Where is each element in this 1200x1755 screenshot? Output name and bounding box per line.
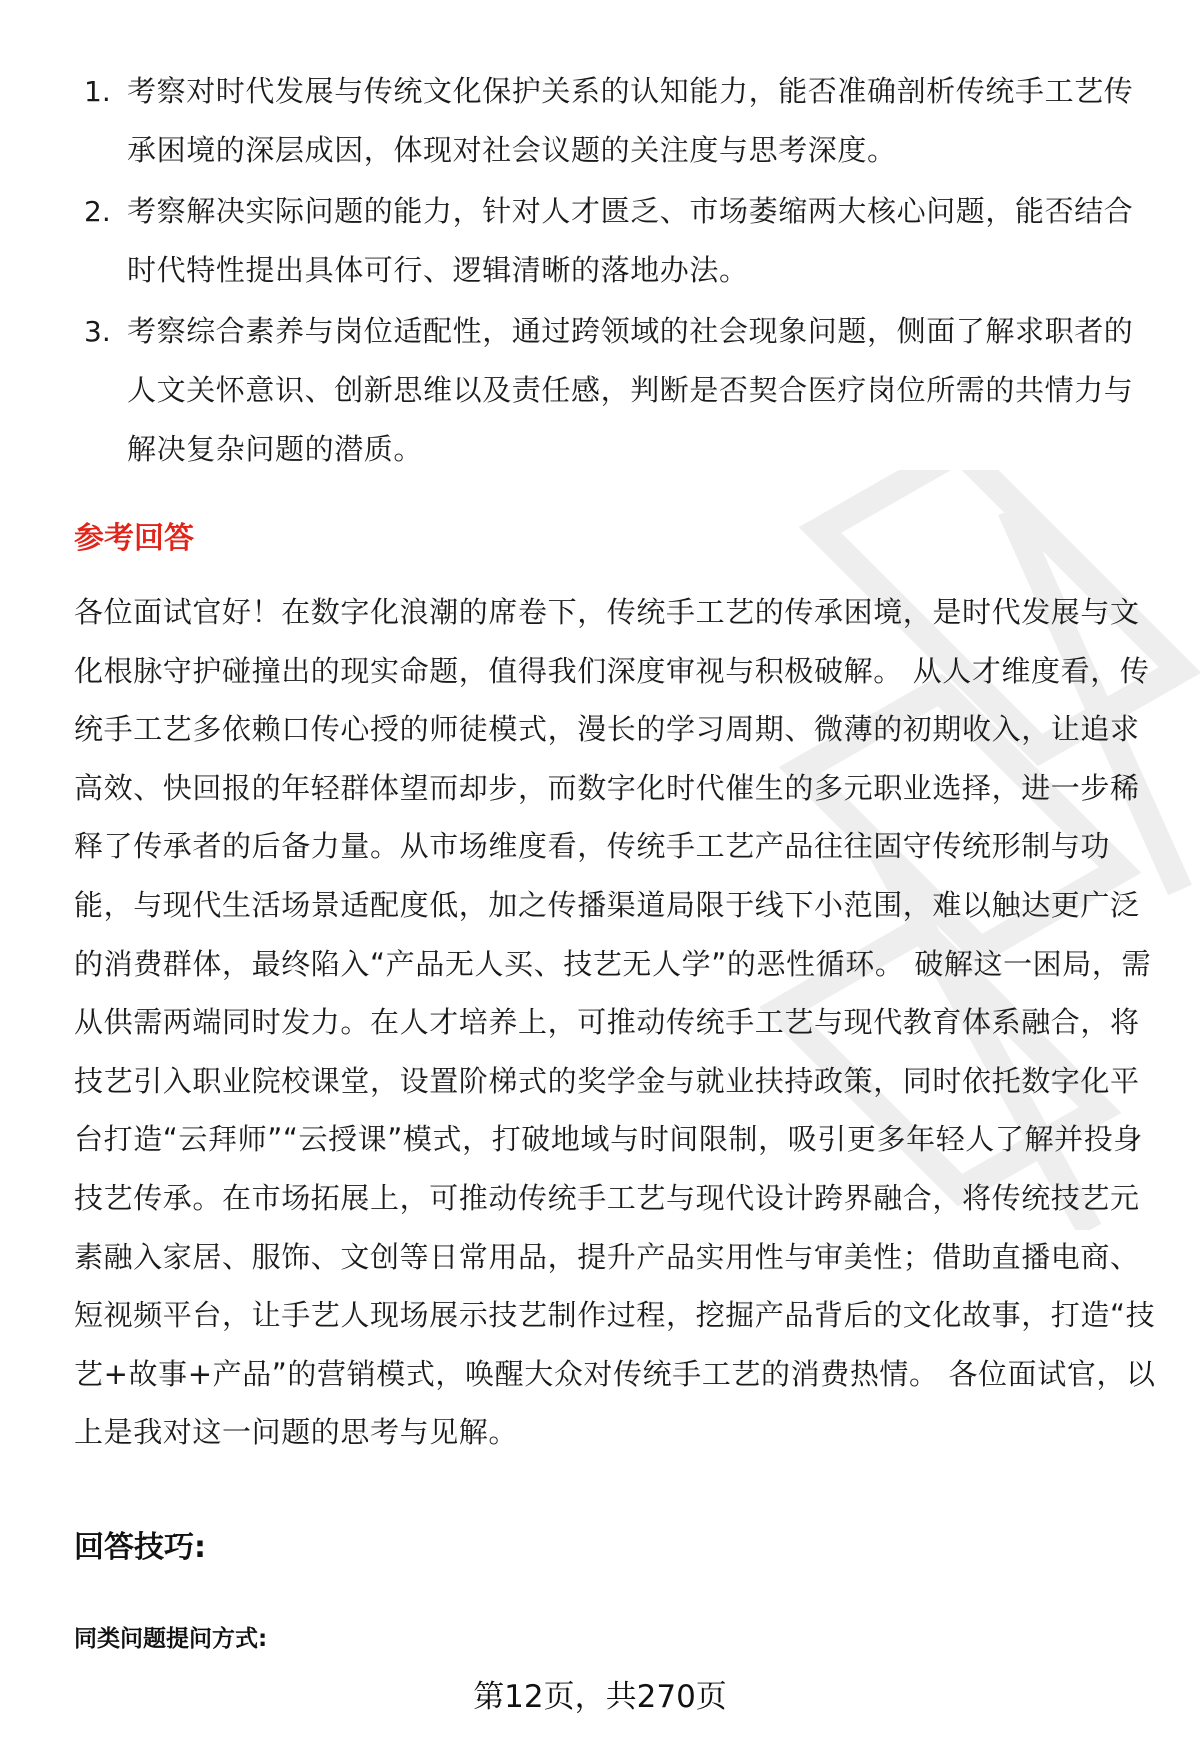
answer-tips-heading: 回答技巧: xyxy=(74,1530,206,1565)
list-item xyxy=(0,302,1200,479)
list-item-text: 考察综合素养与岗位适配性，通过跨领域的社会现象问题，侧面了解求职者的人文关怀意识、创新思维以及责任感，判断是否契合医疗岗位所需的共情力与解决复杂问题的潜质。 xyxy=(127,314,1134,466)
list-item-number: 1. xyxy=(84,75,111,108)
list-item-number: 2. xyxy=(84,195,111,228)
list-item-number: 3. xyxy=(84,315,111,348)
reference-answer-heading: 参考回答 xyxy=(74,521,194,556)
list-item-text: 考察解决实际问题的能力，针对人才匮乏、市场萎缩两大核心问题，能否结合时代特性提出具体可行、逻辑清晰的落地办法。 xyxy=(127,194,1134,287)
list-item xyxy=(0,62,1200,180)
evaluation-points-list xyxy=(0,62,1200,481)
list-item-text: 考察对时代发展与传统文化保护关系的认知能力，能否准确剖析传统手工艺传承困境的深层成因，体现对社会议题的关注度与思考深度。 xyxy=(127,74,1134,167)
reference-answer-body: 各位面试官好！在数字化浪潮的席卷下，传统手工艺的传承困境，是时代发展与文化根脉守护碰撞出的现实命题，值得我们深度审视与积极破解。 从人才维度看，传统手工艺多依赖口传心授的师徒模式，漫长的学习周期、微薄的初期收入，让追求高效、快回报的年轻群体望而却步，而数字化时代催生的多元职业选择，进一步稀释了传承者的后备力量。从市场维度看，传统手工艺产品往往固守传统形制与功能，与现代生活场景适配度低，加之传播渠道局限于线下小范围，难以触达更广泛的消费群体，最终陷入“产品无人买、技艺无人学”的恶性循环。 破解这一困局，需从供需两端同时发力。在人才培养上，可推动传统手工艺与现代教育体系融合，将技艺引入职业院校课堂，设置阶梯式的奖学金与就业扶持政策，同时依托数字化平台打造“云拜师”“云授课”模式，打破地域与时间限制，吸引更多年轻人了解并投身技艺传承。在市场拓展上，可推动传统手工艺与现代设计跨界融合，将传统技艺元素融入家居、服饰、文创等日常用品，提升产品实用性与审美性；借助直播电商、短视频平台，让手艺人现场展示技艺制作过程，挖掘产品背后的文化故事，打造“技艺+故事+产品”的营销模式，唤醒大众对传统手工艺的消费热情。 各位面试官，以上是我对这一问题的思考与见解。 xyxy=(74,595,1156,1450)
list-item xyxy=(0,182,1200,300)
page-number: 第12页，共270页 xyxy=(473,1679,727,1715)
similar-questions-heading: 同类问题提问方式: xyxy=(74,1626,268,1652)
